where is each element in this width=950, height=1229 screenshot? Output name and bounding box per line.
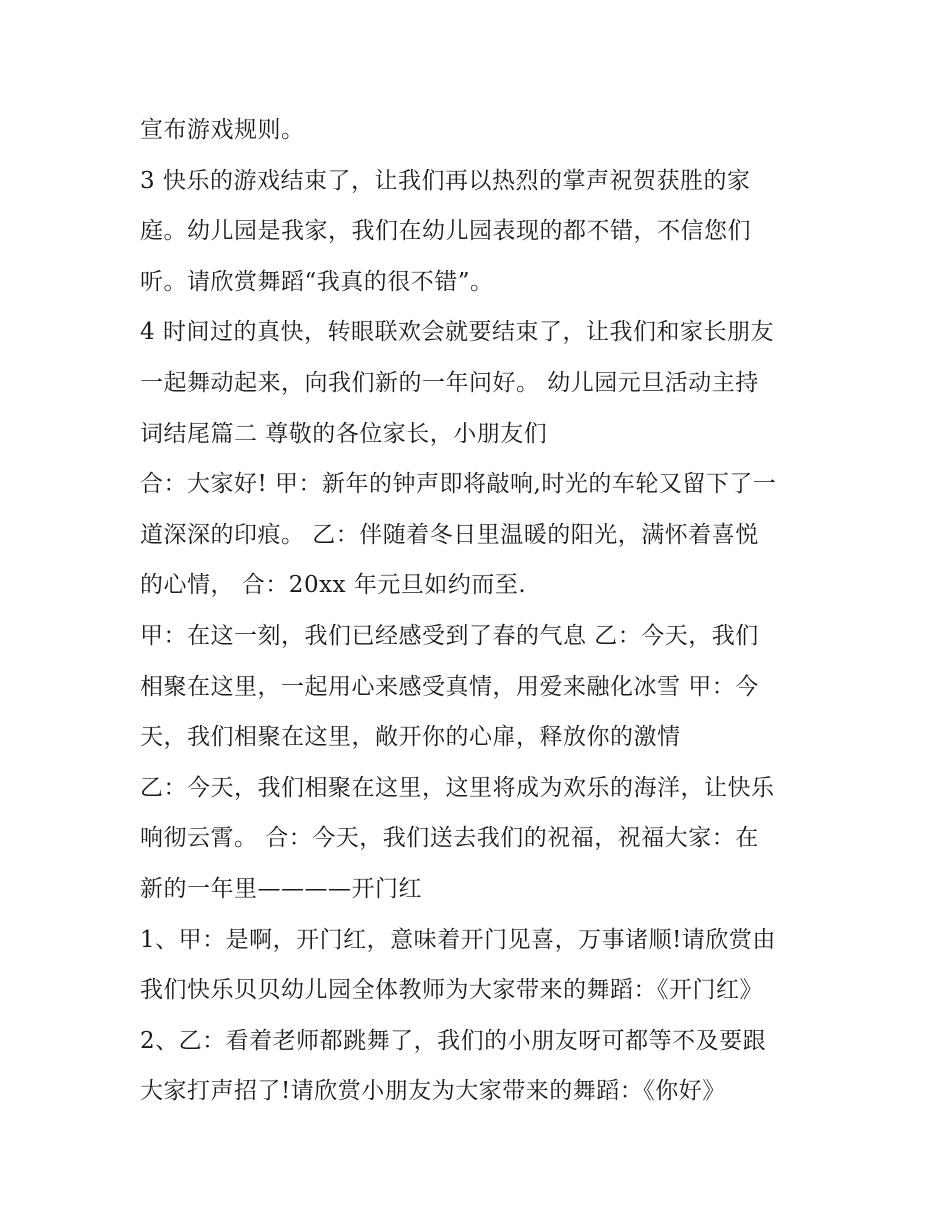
text-line: 的心情， 合：20xx 年元旦如约而至. — [140, 572, 527, 599]
text-line: 一起舞动起来，向我们新的一年问好。 幼儿园元旦活动主持 — [140, 369, 759, 396]
text-line: 天，我们相聚在这里，敞开你的心扉，释放你的激情 — [140, 724, 681, 751]
text-line: 4 时间过的真快，转眼联欢会就要结束了，让我们和家长朋友 — [140, 319, 774, 346]
text-line: 宣布游戏规则。 — [140, 117, 305, 143]
text-line: 道深深的印痕。 乙：伴随着冬日里温暖的阳光，满怀着喜悦 — [140, 521, 759, 548]
text-line: 新的一年里————开门红 — [140, 875, 422, 902]
text-line: 甲：在这一刻，我们已经感受到了春的气息 乙：今天，我们 — [140, 622, 759, 649]
text-line: 庭。幼儿园是我家，我们在幼儿园表现的都不错，不信您们 — [140, 218, 751, 245]
text-line: 响彻云霄。 合：今天，我们送去我们的祝福，祝福大家：在 — [140, 825, 759, 852]
text-line: 2、乙：看着老师都跳舞了，我们的小朋友呀可都等不及要跟 — [140, 1027, 767, 1054]
text-line: 乙：今天，我们相聚在这里，这里将成为欢乐的海洋，让快乐 — [140, 774, 775, 801]
document-body — [140, 105, 840, 1117]
text-line: 大家打声招了!请欣赏小朋友为大家带来的舞蹈：《你好》 — [140, 1078, 726, 1105]
text-line: 相聚在这里，一起用心来感受真情，用爱来融化冰雪 甲：今 — [140, 673, 759, 700]
text-line: 1、甲：是啊，开门红，意味着开门见喜，万事诸顺!请欣赏由 — [140, 926, 776, 953]
text-line: 听。请欣赏舞蹈“我真的很不错”。 — [140, 268, 494, 295]
text-line: 合：大家好! 甲：新年的钟声即将敲响,时光的车轮又留下了一 — [140, 471, 777, 498]
text-line: 我们快乐贝贝幼儿园全体教师为大家带来的舞蹈：《开门红》 — [140, 977, 763, 1004]
text-line: 词结尾篇二 尊敬的各位家长，小朋友们 — [140, 420, 548, 447]
text-line: 3 快乐的游戏结束了，让我们再以热烈的掌声祝贺获胜的家 — [140, 167, 751, 194]
